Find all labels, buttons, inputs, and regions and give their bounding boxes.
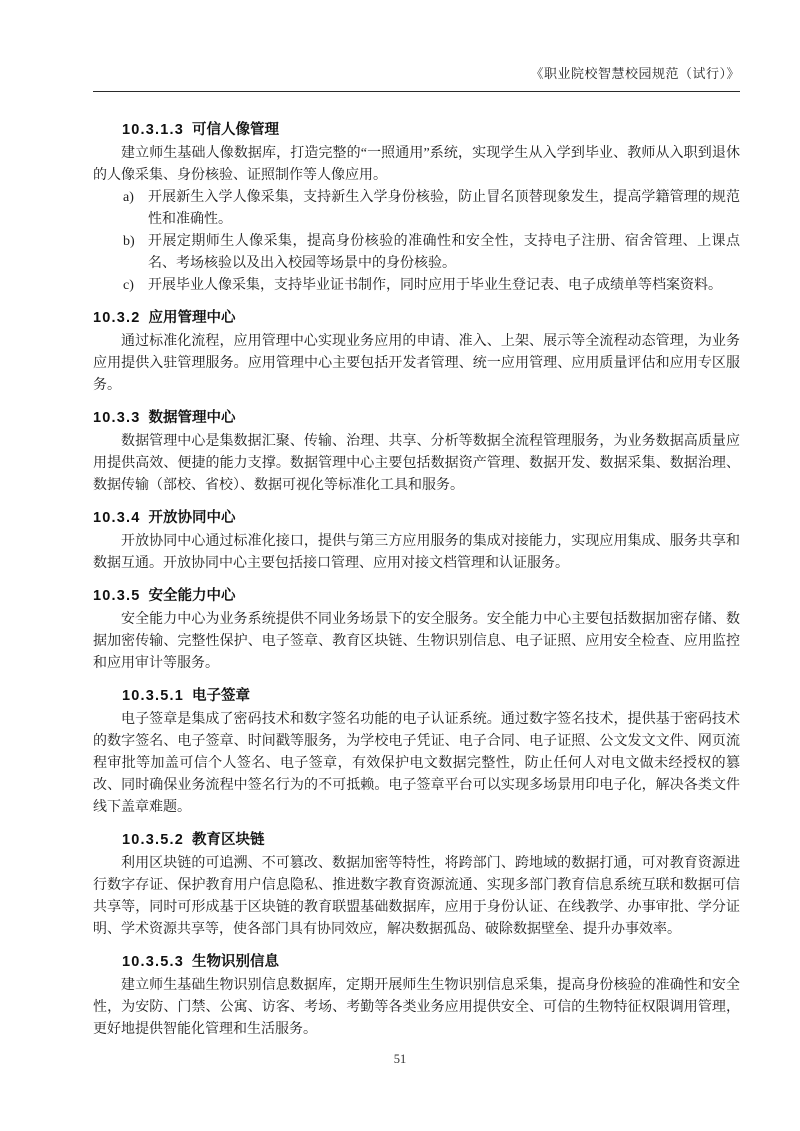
section-heading-10-3-5 — [93, 585, 740, 607]
section-title: 可信人像管理 — [192, 122, 280, 138]
paragraph-app-management-center: 通过标准化流程，应用管理中心实现业务应用的申请、准入、上架、展示等全流程动态管理，为业务应用提供入驻管理服务。应用管理中心主要包括开发者管理、统一应用管理、应用质量评估和应用专区服务。 — [93, 334, 740, 393]
section-number: 10.3.3 — [93, 410, 141, 426]
list-item-a — [93, 187, 740, 231]
paragraph-education-blockchain: 利用区块链的可追溯、不可篡改、数据加密等特性，将跨部门、跨地域的数据打通，可对教育资源进行数字存证、保护教育用户信息隐私、推进数字教育资源流通、实现多部门教育信息系统互联和数据可信共享等，同时可形成基于区块链的教育联盟基础数据库，应用于身份认证、在线教学、办事审批、学分证明、学术资源共享等，使各部门具有协同效应，解决数据孤岛、破除数据壁垒、提升办事效率。 — [93, 856, 740, 937]
section-heading-10-3-5-1 — [93, 685, 740, 707]
section-number: 10.3.4 — [93, 510, 141, 526]
list-marker: b) — [123, 234, 135, 249]
section-title: 电子签章 — [192, 688, 251, 704]
list-item-text: 开展新生入学人像采集，支持新生入学身份核验，防止冒名顶替现象发生，提高学籍管理的规范性和准确性。 — [148, 190, 740, 227]
lettered-list — [93, 187, 740, 297]
section-heading-10-3-3 — [93, 407, 740, 429]
list-item-c — [93, 275, 740, 297]
paragraph-biometric-information: 建立师生基础生物识别信息数据库，定期开展师生生物识别信息采集，提高身份核验的准确性和安全性，为安防、门禁、公寓、访客、考场、考勤等各类业务应用提供安全、可信的生物特征权限调用管理，更好地提供智能化管理和生活服务。 — [93, 978, 740, 1037]
paragraph-security-capability-center: 安全能力中心为业务系统提供不同业务场景下的安全服务。安全能力中心主要包括数据加密存储、数据加密传输、完整性保护、电子签章、教育区块链、生物识别信息、电子证照、应用安全检查、应用监控和应用审计等服务。 — [93, 612, 740, 671]
paragraph-electronic-signature: 电子签章是集成了密码技术和数字签名功能的电子认证系统。通过数字签名技术，提供基于密码技术的数字签名、电子签章、时间戳等服务，为学校电子凭证、电子合同、电子证照、公文发文文件、网页流程审批等加盖可信个人签名、电子签章，有效保护电文数据完整性，防止任何人对电文做未经授权的篡改、同时确保业务流程中签名行为的不可抵赖。电子签章平台可以实现多场景用印电子化，解决各类文件线下盖章难题。 — [93, 712, 740, 815]
list-item-b — [93, 231, 740, 275]
section-number: 10.3.5 — [93, 588, 141, 604]
paragraph-open-collaboration-center: 开放协同中心通过标准化接口，提供与第三方应用服务的集成对接能力，实现应用集成、服务共享和数据互通。开放协同中心主要包括接口管理、应用对接文档管理和认证服务。 — [93, 534, 740, 571]
running-header-title: 《职业院校智慧校园规范（试行）》 — [530, 66, 740, 81]
section-heading-10-3-2 — [93, 307, 740, 329]
document-body — [0, 92, 800, 1041]
section-heading-10-3-4 — [93, 507, 740, 529]
section-title: 应用管理中心 — [148, 310, 236, 326]
section-number: 10.3.1.3 — [122, 122, 185, 138]
section-title: 生物识别信息 — [192, 954, 280, 970]
section-number: 10.3.5.2 — [122, 832, 185, 848]
page-header — [0, 0, 800, 92]
section-title: 开放协同中心 — [148, 510, 236, 526]
page-number: 51 — [393, 1052, 407, 1066]
list-marker: a) — [123, 190, 134, 205]
section-heading-10-3-1-3 — [93, 119, 740, 141]
section-number: 10.3.5.3 — [122, 954, 185, 970]
paragraph-trusted-portrait: 建立师生基础人像数据库，打造完整的“一照通用”系统，实现学生从入学到毕业、教师从入职到退休的人像采集、身份核验、证照制作等人像应用。 — [93, 146, 740, 183]
section-title: 教育区块链 — [192, 832, 265, 848]
list-item-text: 开展定期师生人像采集，提高身份核验的准确性和安全性，支持电子注册、宿舍管理、上课点名、考场核验以及出入校园等场景中的身份核验。 — [148, 234, 740, 271]
list-item-text: 开展毕业人像采集，支持毕业证书制作，同时应用于毕业生登记表、电子成绩单等档案资料。 — [148, 278, 722, 293]
section-number: 10.3.5.1 — [122, 688, 185, 704]
section-title: 数据管理中心 — [148, 410, 236, 426]
list-marker: c) — [123, 278, 134, 293]
section-title: 安全能力中心 — [148, 588, 236, 604]
section-number: 10.3.2 — [93, 310, 141, 326]
paragraph-data-management-center: 数据管理中心是集数据汇聚、传输、治理、共享、分析等数据全流程管理服务，为业务数据高质量应用提供高效、便捷的能力支撑。数据管理中心主要包括数据资产管理、数据开发、数据采集、数据治理、数据传输（部校、省校）、数据可视化等标准化工具和服务。 — [93, 434, 740, 493]
section-heading-10-3-5-2 — [93, 829, 740, 851]
section-heading-10-3-5-3 — [93, 951, 740, 973]
